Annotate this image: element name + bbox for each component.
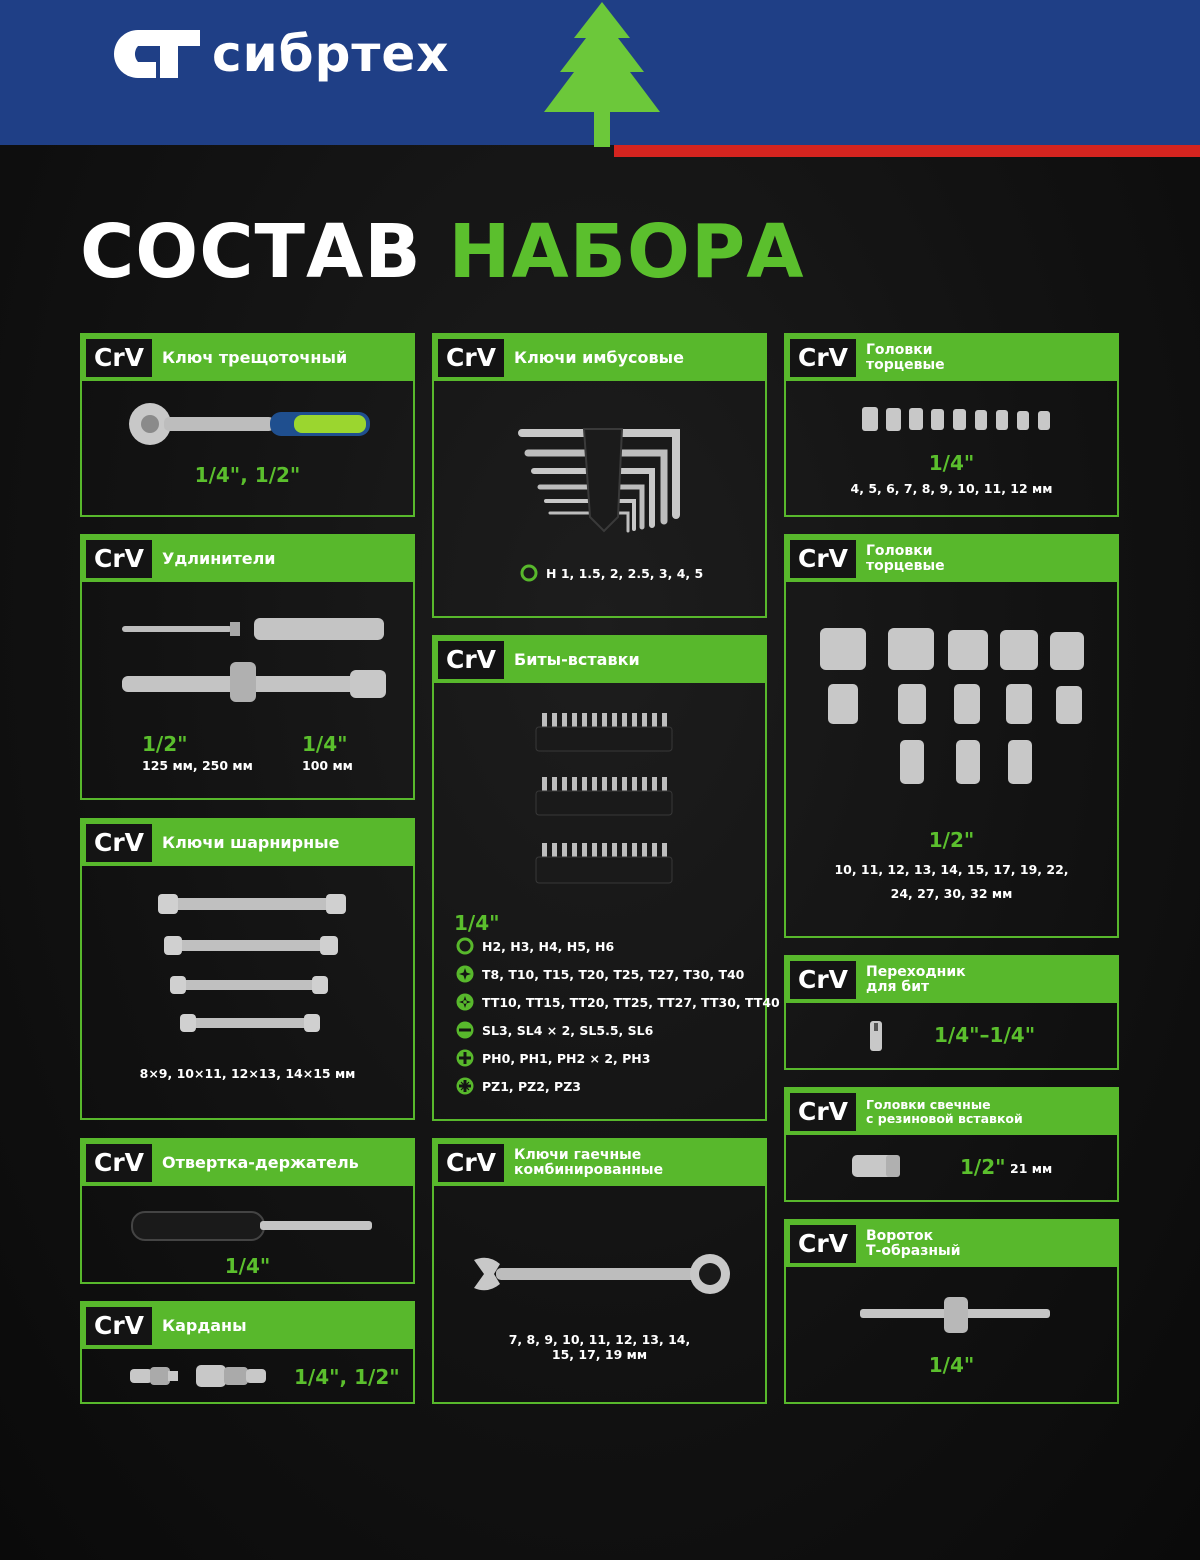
pozidriv-icon — [456, 1077, 474, 1095]
card-title: Ключ трещоточный — [162, 348, 348, 367]
torx-icon — [456, 965, 474, 983]
card-title: Ключи гаечные комбинированные — [514, 1147, 664, 1178]
size-label: 1/4" — [454, 911, 500, 935]
card-extensions — [80, 534, 415, 800]
torx-tamper-icon — [456, 993, 474, 1011]
slot-icon — [456, 1021, 474, 1039]
card-bits — [432, 635, 780, 1121]
cardans-icon — [128, 1361, 270, 1391]
card-header — [786, 1089, 1117, 1135]
bit-row-pozidriv: PZ1, PZ2, PZ3 — [456, 1077, 581, 1095]
joint-keys-icon — [158, 890, 348, 1040]
brand-mark-icon — [108, 26, 202, 82]
crv-badge: CrV — [438, 1144, 504, 1182]
card-title: Головки торцевые — [866, 543, 945, 574]
card-header — [82, 335, 413, 381]
bit-adapter-icon — [868, 1019, 884, 1053]
brand-name: сибртех — [212, 25, 450, 83]
card-header — [786, 1221, 1117, 1267]
card-header — [786, 536, 1117, 582]
card-header — [82, 1140, 413, 1186]
card-spark-socket — [784, 1087, 1119, 1202]
brand-logo — [108, 24, 450, 84]
note-a: 125 мм, 250 мм — [142, 758, 253, 773]
card-header — [434, 637, 765, 683]
crv-badge: CrV — [86, 339, 152, 377]
card-sockets-large — [784, 534, 1119, 938]
card-t-handle — [784, 1219, 1119, 1404]
card-header — [786, 957, 1117, 1003]
phillips-icon — [456, 1049, 474, 1067]
spark-plug-socket-icon — [850, 1151, 902, 1181]
crv-badge: CrV — [790, 1225, 856, 1263]
crv-badge: CrV — [790, 339, 856, 377]
note: 4, 5, 6, 7, 8, 9, 10, 11, 12 мм — [850, 481, 1053, 496]
card-adapter — [784, 955, 1119, 1070]
card-title: Карданы — [162, 1316, 247, 1335]
crv-badge: CrV — [86, 824, 152, 862]
card-title: Отвертка-держатель — [162, 1153, 359, 1172]
note: 7, 8, 9, 10, 11, 12, 13, 14, 15, 17, 19 мм — [508, 1332, 691, 1362]
bit-row-slot: SL3, SL4 × 2, SL5.5, SL6 — [456, 1021, 653, 1039]
size-label: 1/4" — [224, 1254, 271, 1278]
bit-row-phillips: PH0, PH1, PH2 × 2, PH3 — [456, 1049, 650, 1067]
card-title: Переходник для бит — [866, 964, 966, 995]
bit-row-torx: T8, T10, T15, T20, T25, T27, T30, T40 — [456, 965, 744, 983]
note: 8×9, 10×11, 12×13, 14×15 мм — [139, 1066, 356, 1081]
hex-icon — [456, 937, 474, 955]
card-title: Ключи имбусовые — [514, 348, 684, 367]
sockets-small-icon — [860, 405, 1056, 433]
title-part-white: СОСТАВ — [80, 209, 422, 295]
size-label: 1/4", 1/2" — [194, 463, 301, 487]
hex-size-row — [520, 564, 703, 582]
card-joint-keys — [80, 818, 415, 1120]
card-combo-keys — [432, 1138, 767, 1404]
size-label: 1/4" — [928, 451, 975, 475]
t-handle-icon — [858, 1293, 1052, 1335]
tree-icon — [540, 0, 664, 147]
screwdriver-icon — [128, 1206, 374, 1246]
card-title: Вороток Т-образный — [866, 1228, 961, 1259]
card-sockets-small — [784, 333, 1119, 517]
size-label-a: 1/2" — [142, 732, 188, 756]
size-label: 1/4" — [928, 1353, 975, 1377]
size-label-b: 1/4" — [302, 732, 348, 756]
hex-sizes-text: H 1, 1.5, 2, 2.5, 3, 4, 5 — [546, 565, 704, 581]
combination-wrench-icon — [470, 1246, 736, 1302]
card-cardans — [80, 1301, 415, 1404]
crv-badge: CrV — [790, 1093, 856, 1131]
page-title — [80, 208, 804, 296]
size-label: 1/4"–1/4" — [934, 1023, 1036, 1047]
card-title: Удлинители — [162, 549, 276, 568]
card-ratchet — [80, 333, 415, 517]
note: 21 мм — [1010, 1161, 1053, 1176]
card-header — [786, 335, 1117, 381]
card-header — [82, 1303, 413, 1349]
note-b: 100 мм — [302, 758, 353, 773]
card-title: Головки торцевые — [866, 342, 945, 373]
header-red-stripe — [614, 145, 1200, 157]
ratchet-icon — [126, 399, 376, 449]
bit-row-torx-tamper: TT10, TT15, TT20, TT25, TT27, TT30, TT40 — [456, 993, 780, 1011]
bits-holder-icon — [534, 707, 674, 889]
card-header — [434, 335, 765, 381]
size-label: 1/2" — [928, 828, 975, 852]
card-header — [82, 536, 413, 582]
size-label: 1/4", 1/2" — [294, 1365, 400, 1389]
extensions-icon — [118, 612, 392, 702]
size-label: 1/2" — [960, 1155, 1006, 1179]
crv-badge: CrV — [86, 1307, 152, 1345]
crv-badge: CrV — [86, 540, 152, 578]
card-header — [82, 820, 413, 866]
card-title: Головки свечные с резиновой вставкой — [866, 1097, 1023, 1126]
title-part-green: НАБОРА — [448, 209, 805, 295]
sockets-large-icon — [818, 626, 1088, 790]
card-screwdriver — [80, 1138, 415, 1284]
hex-keys-icon — [518, 425, 698, 537]
crv-badge: CrV — [438, 641, 504, 679]
card-header — [434, 1140, 765, 1186]
card-title: Ключи шарнирные — [162, 833, 340, 852]
crv-badge: CrV — [86, 1144, 152, 1182]
crv-badge: CrV — [438, 339, 504, 377]
card-title: Биты-вставки — [514, 650, 640, 669]
bit-row-hex: H2, H3, H4, H5, H6 — [456, 937, 614, 955]
card-hex-keys — [432, 333, 767, 618]
crv-badge: CrV — [790, 540, 856, 578]
hex-icon — [520, 564, 538, 582]
crv-badge: CrV — [790, 961, 856, 999]
note: 10, 11, 12, 13, 14, 15, 17, 19, 22, 24, 27, 30, 32 мм — [834, 862, 1069, 901]
